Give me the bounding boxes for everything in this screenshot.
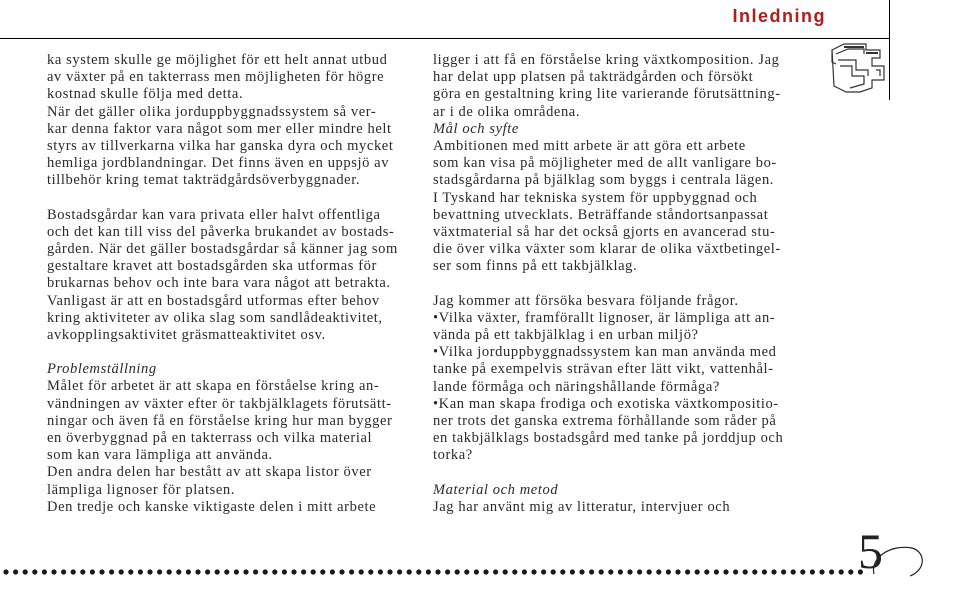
footer-dot (397, 569, 402, 574)
footer-dot (301, 569, 306, 574)
footer-dot (330, 569, 335, 574)
footer-dot (551, 569, 556, 574)
footer-dot (215, 569, 220, 574)
footer-dot (503, 569, 508, 574)
footer-dot (282, 569, 287, 574)
footer-dot (733, 569, 738, 574)
footer-dot (522, 569, 527, 574)
footer-dot (589, 569, 594, 574)
footer-dot (435, 569, 440, 574)
footer-dot (455, 569, 460, 574)
footer-dot (618, 569, 623, 574)
footer-dot (263, 569, 268, 574)
footer-dot (541, 569, 546, 574)
footer-dot (810, 569, 815, 574)
footer-dot (426, 569, 431, 574)
right-paragraph-2: Ambitionen med mitt arbete är att göra ett arbete som kan visa på möjligheter med de allt vanligare bo- stadsgårdarna på bjälklag som byggs i centrala lägen. I Tyskand har tekniska system för uppbyggnad och bevattning utvecklats. Beträffande ståndortsanpassat växtmaterial så har det också gjorts en avancerad stu- die över vilka växter som klarar de olika växtbetingel- ser som finns på ett takbjälklag. (433, 138, 781, 275)
footer-dot (147, 569, 152, 574)
footer-dot (90, 569, 95, 574)
footer-dot (349, 569, 354, 574)
footer-dot (339, 569, 344, 574)
footer-dot (128, 569, 133, 574)
footer-dot (368, 569, 373, 574)
left-paragraph-3: Målet för arbetet är att skapa en förståelse kring an- vändningen av växter efter ör takbjälklagets förutsätt- ningar och även få en förståelse kring hur man bygger en överbyggnad på en takterrass och vilka material som kan vara lämpliga att använda. Den andra delen har bestått av att skapa listor över lämpliga lignoser för platsen. Den tredje och kanske viktigaste delen i mitt arbete (47, 378, 393, 515)
footer-dot (685, 569, 690, 574)
footer-dot (656, 569, 661, 574)
heading-problemstallning: Problemställning (47, 361, 157, 378)
footer-dot (320, 569, 325, 574)
footer-dot (42, 569, 47, 574)
left-paragraph-2: Bostadsgårdar kan vara privata eller halvt offentliga och det kan till viss del påverka brukandet av bostads- gården. När det gäller bostadsgårdar så känner jag som gestaltare kravet att bostadsgården ska utformas för brukarnas behov och inte bara vara något att betrakta. Vanligast är att en bostadsgård utformas efter behov kring aktiviteter av olika slag som sandlådeaktivitet, avkopplingsaktivitet gräsmatteaktivitet osv. (47, 206, 398, 344)
footer-dot (253, 569, 258, 574)
footer-dot (291, 569, 296, 574)
footer-dot (23, 569, 28, 574)
footer-dot (109, 569, 114, 574)
footer-dot (829, 569, 834, 574)
footer-dot (99, 569, 104, 574)
footer-dot (647, 569, 652, 574)
footer-dot (32, 569, 37, 574)
footer-dot (531, 569, 536, 574)
footer-dot (791, 569, 796, 574)
footer-dot (243, 569, 248, 574)
footer-dot (599, 569, 604, 574)
footer-dot (80, 569, 85, 574)
footer-dot (819, 569, 824, 574)
footer-dot (195, 569, 200, 574)
footer-dot (224, 569, 229, 574)
footer-dot (464, 569, 469, 574)
footer-dot (176, 569, 181, 574)
footer-dot (704, 569, 709, 574)
right-paragraph-4: Jag har använt mig av litteratur, intervjuer och (433, 498, 731, 515)
footer-dot (186, 569, 191, 574)
heading-material-och-metod: Material och metod (433, 481, 559, 498)
page-number: 5 (858, 523, 883, 579)
footer-dot (407, 569, 412, 574)
footer-dot (781, 569, 786, 574)
footer-dot (234, 569, 239, 574)
footer-dot (311, 569, 316, 574)
footer-dot (272, 569, 277, 574)
footer-dot (714, 569, 719, 574)
footer-dot (474, 569, 479, 574)
footer-dot (570, 569, 575, 574)
footer-dot (627, 569, 632, 574)
right-paragraph-3: Jag kommer att försöka besvara följande frågor. •Vilka växter, framförallt lignoser, är lämpliga att an- vända på ett takbjälklag i en urban miljö? •Vilka jorduppbyggnadssystem kan man använda med tanke på exempelvis strävan efter lätt vikt, vattenhål- lande förmåga och näringshållande förmåga? •Kan man skapa frodiga och exotiska växtkompositio- ner trots det ganska extrema förhållande som råder på en takbjälklags bostadsgård med tanke på jorddjup och torka? (433, 292, 784, 464)
garden-terrace-logo-icon (826, 40, 890, 96)
footer-dot (752, 569, 757, 574)
footer-dot (493, 569, 498, 574)
footer-dot (138, 569, 143, 574)
footer-dot (416, 569, 421, 574)
footer-dot (560, 569, 565, 574)
footer-dot (579, 569, 584, 574)
right-paragraph-1: ligger i att få en förståelse kring växtkomposition. Jag har delat upp platsen på takträdgården och försökt göra en gestaltning kring lite varierande förutsättning- ar i de olika områdena. (433, 52, 781, 120)
footer-dot (839, 569, 844, 574)
footer-dot (723, 569, 728, 574)
footer-dot (800, 569, 805, 574)
left-paragraph-1: ka system skulle ge möjlighet för ett helt annat utbud av växter på en takterrass men möjligheten för högre kostnad skulle följa med detta. När det gäller olika jorduppbyggnadssystem så ver- kar denna faktor vara något som mer eller mindre helt styrs av tillverkarna vilka har ganska dyra och mycket hemliga jordblandningar. Det finns även en uppsjö av tillbehör kring temat takträdgårdsöverbyggnader. (47, 52, 394, 189)
footer-dot (771, 569, 776, 574)
dotted-footer-rule (0, 560, 960, 584)
right-column (433, 52, 803, 516)
footer-dot (637, 569, 642, 574)
left-column (47, 52, 417, 516)
footer-dot (71, 569, 76, 574)
footer-dot (666, 569, 671, 574)
footer-dot (387, 569, 392, 574)
footer-dot (445, 569, 450, 574)
footer-dot (675, 569, 680, 574)
footer-dot (205, 569, 210, 574)
footer-dot (119, 569, 124, 574)
footer-dot (61, 569, 66, 574)
footer-dot (167, 569, 172, 574)
heading-mal-och-syfte: Mål och syfte (433, 120, 519, 137)
footer-dot (51, 569, 56, 574)
footer-dot (762, 569, 767, 574)
section-title: Inledning (732, 6, 826, 26)
footer-dot (483, 569, 488, 574)
footer-dot (157, 569, 162, 574)
footer-dot (512, 569, 517, 574)
footer-dot (695, 569, 700, 574)
footer-dot (848, 569, 853, 574)
footer-dot (378, 569, 383, 574)
footer-dot (743, 569, 748, 574)
footer-dot (608, 569, 613, 574)
header-rule (0, 38, 890, 39)
footer-dot (359, 569, 364, 574)
footer-dot (3, 569, 8, 574)
footer-dot (13, 569, 18, 574)
